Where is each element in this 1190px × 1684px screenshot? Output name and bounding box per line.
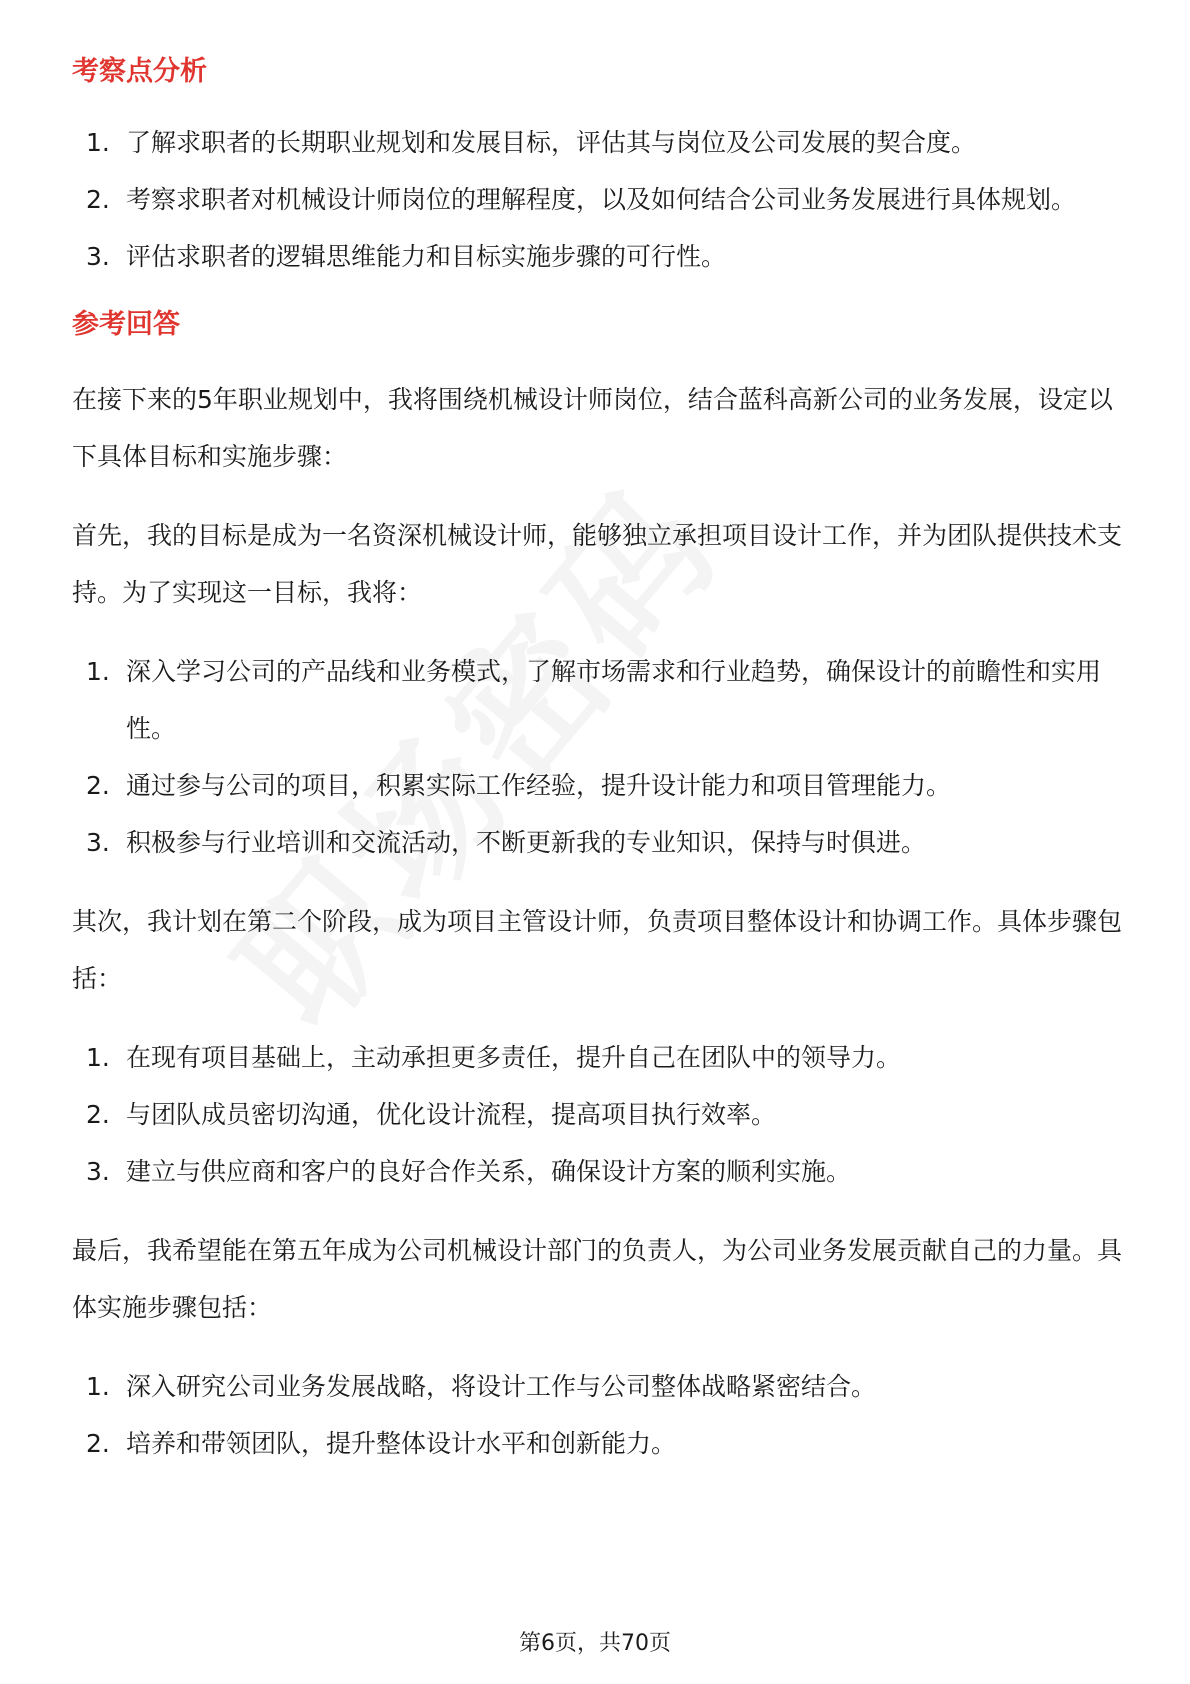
list-item: 2. 与团队成员密切沟通，优化设计流程，提高项目执行效率。 [86, 1100, 777, 1129]
analysis-list [72, 114, 1122, 285]
answer-intro: 在接下来的5年职业规划中，我将围绕机械设计师岗位，结合蓝科高新公司的业务发展，设定以下具体目标和实施步骤： [72, 385, 1113, 471]
list-item: 3. 建立与供应商和客户的良好合作关系，确保设计方案的顺利实施。 [86, 1157, 852, 1186]
answer-first-goal: 首先，我的目标是成为一名资深机械设计师，能够独立承担项目设计工作，并为团队提供技术支持。为了实现这一目标，我将： [72, 521, 1123, 607]
last-steps-list [72, 1358, 1122, 1472]
list-item: 2. 培养和带领团队，提升整体设计水平和创新能力。 [86, 1429, 677, 1458]
answer-last-goal: 最后，我希望能在第五年成为公司机械设计部门的负责人，为公司业务发展贡献自己的力量。具体实施步骤包括： [72, 1236, 1123, 1322]
list-item: 3. 评估求职者的逻辑思维能力和目标实施步骤的可行性。 [86, 242, 727, 271]
first-steps-list [72, 643, 1122, 871]
list-item: 2. 考察求职者对机械设计师岗位的理解程度，以及如何结合公司业务发展进行具体规划。 [86, 185, 1077, 214]
list-item: 3. 积极参与行业培训和交流活动，不断更新我的专业知识，保持与时俱进。 [86, 828, 927, 857]
page-content [72, 40, 1122, 1472]
list-item: 1. 深入学习公司的产品线和业务模式，了解市场需求和行业趋势，确保设计的前瞻性和实用性。 [86, 657, 1102, 743]
answer-second-goal: 其次，我计划在第二个阶段，成为项目主管设计师，负责项目整体设计和协调工作。具体步骤包括： [72, 907, 1123, 993]
second-steps-list [72, 1029, 1122, 1200]
list-item: 1. 深入研究公司业务发展战略，将设计工作与公司整体战略紧密结合。 [86, 1372, 877, 1401]
list-item: 1. 了解求职者的长期职业规划和发展目标，评估其与岗位及公司发展的契合度。 [86, 128, 977, 157]
list-item: 2. 通过参与公司的项目，积累实际工作经验，提升设计能力和项目管理能力。 [86, 771, 952, 800]
list-item: 1. 在现有项目基础上，主动承担更多责任，提升自己在团队中的领导力。 [86, 1043, 902, 1072]
section-title-analysis: 考察点分析 [72, 56, 207, 87]
section-title-answer: 参考回答 [72, 309, 180, 340]
page-number: 第6页，共70页 [519, 1631, 671, 1656]
